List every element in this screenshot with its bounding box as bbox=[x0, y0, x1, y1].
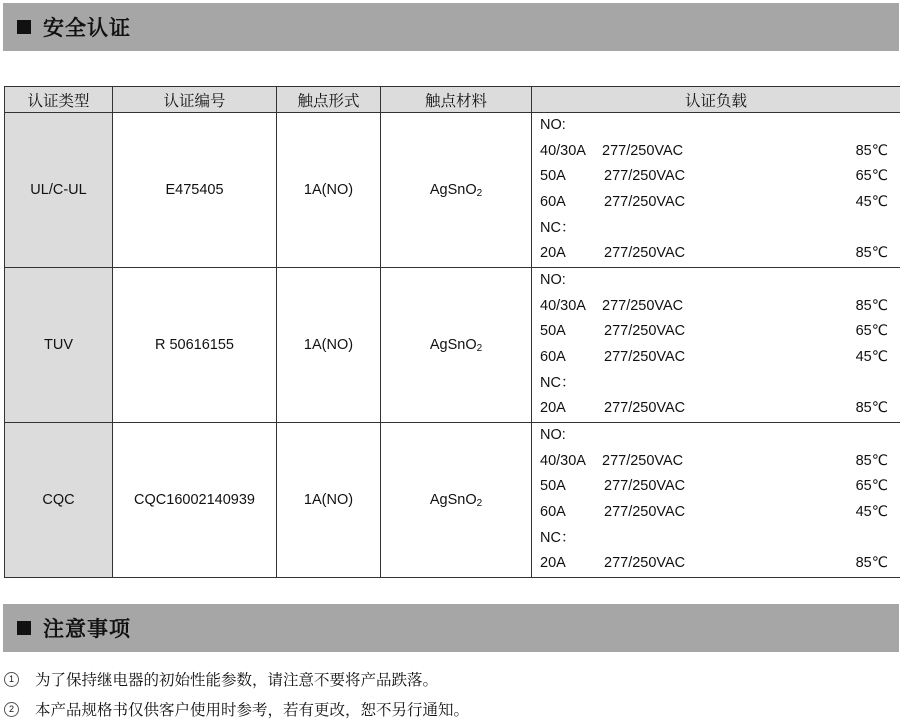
load-temperature: 85℃ bbox=[856, 551, 888, 577]
square-bullet-icon bbox=[17, 20, 31, 34]
load-line bbox=[532, 113, 900, 139]
table-header-row bbox=[5, 87, 900, 113]
load-line bbox=[532, 319, 900, 345]
cert-type-cell: TUV bbox=[5, 268, 113, 423]
load-line bbox=[532, 449, 900, 475]
load-line bbox=[532, 551, 900, 577]
load-line bbox=[532, 526, 900, 552]
load-line bbox=[532, 294, 900, 320]
load-voltage: 277/250VAC bbox=[602, 449, 683, 475]
cert-load-cell bbox=[532, 268, 900, 423]
load-line bbox=[532, 500, 900, 526]
load-current: 60A bbox=[540, 190, 566, 216]
load-voltage: 277/250VAC bbox=[604, 474, 685, 500]
load-temperature: 85℃ bbox=[856, 294, 888, 320]
load-current: NO: bbox=[540, 268, 566, 294]
load-line bbox=[532, 396, 900, 422]
contact-form-cell: 1A(NO) bbox=[277, 268, 381, 423]
column-header: 认证负载 bbox=[532, 87, 900, 113]
load-temperature: 65℃ bbox=[856, 319, 888, 345]
load-current: 40/30A bbox=[540, 294, 586, 320]
load-temperature: 45℃ bbox=[856, 190, 888, 216]
contact-material-cell bbox=[381, 113, 532, 268]
load-current: 20A bbox=[540, 551, 566, 577]
load-current: NC： bbox=[540, 526, 575, 552]
load-current: 20A bbox=[540, 241, 566, 267]
load-voltage: 277/250VAC bbox=[604, 241, 685, 267]
load-current: 60A bbox=[540, 345, 566, 371]
note-text: 本产品规格书仅供客户使用时参考，若有更改，恕不另行通知。 bbox=[35, 698, 469, 720]
notes-header bbox=[3, 604, 899, 652]
contact-form-cell: 1A(NO) bbox=[277, 113, 381, 268]
column-header: 认证编号 bbox=[113, 87, 277, 113]
material-subscript: 2 bbox=[477, 343, 483, 354]
column-header: 认证类型 bbox=[5, 87, 113, 113]
column-header: 触点形式 bbox=[277, 87, 381, 113]
cert-type-cell: UL/C-UL bbox=[5, 113, 113, 268]
circled-number: 2 bbox=[4, 702, 19, 717]
load-line bbox=[532, 139, 900, 165]
contact-material-cell bbox=[381, 423, 532, 578]
cert-load-cell bbox=[532, 423, 900, 578]
load-line bbox=[532, 371, 900, 397]
table-row bbox=[5, 268, 900, 423]
load-temperature: 85℃ bbox=[856, 449, 888, 475]
note-text: 为了保持继电器的初始性能参数，请注意不要将产品跌落。 bbox=[35, 668, 438, 690]
load-current: 40/30A bbox=[540, 139, 586, 165]
load-line bbox=[532, 474, 900, 500]
material-text: AgSnO bbox=[430, 182, 477, 198]
table-row bbox=[5, 113, 900, 268]
load-line bbox=[532, 241, 900, 267]
load-current: 50A bbox=[540, 319, 566, 345]
load-current: 40/30A bbox=[540, 449, 586, 475]
safety-certification-header bbox=[3, 3, 899, 51]
load-line bbox=[532, 345, 900, 371]
table-row bbox=[5, 423, 900, 578]
circled-number: 1 bbox=[4, 672, 19, 687]
load-temperature: 45℃ bbox=[856, 500, 888, 526]
load-line bbox=[532, 423, 900, 449]
load-voltage: 277/250VAC bbox=[604, 551, 685, 577]
load-temperature: 45℃ bbox=[856, 345, 888, 371]
material-text: AgSnO bbox=[430, 337, 477, 353]
material-text: AgSnO bbox=[430, 492, 477, 508]
load-voltage: 277/250VAC bbox=[602, 294, 683, 320]
contact-material-cell bbox=[381, 268, 532, 423]
section-title: 安全认证 bbox=[43, 12, 131, 42]
load-current: 50A bbox=[540, 474, 566, 500]
cert-type-cell: CQC bbox=[5, 423, 113, 578]
cert-number-cell: CQC16002140939 bbox=[113, 423, 277, 578]
load-current: NO: bbox=[540, 423, 566, 449]
load-line bbox=[532, 268, 900, 294]
material-subscript: 2 bbox=[477, 188, 483, 199]
load-line bbox=[532, 216, 900, 242]
load-current: 50A bbox=[540, 164, 566, 190]
load-voltage: 277/250VAC bbox=[604, 319, 685, 345]
load-voltage: 277/250VAC bbox=[604, 345, 685, 371]
load-current: 60A bbox=[540, 500, 566, 526]
load-temperature: 85℃ bbox=[856, 241, 888, 267]
load-temperature: 65℃ bbox=[856, 164, 888, 190]
load-temperature: 85℃ bbox=[856, 139, 888, 165]
load-voltage: 277/250VAC bbox=[604, 164, 685, 190]
load-voltage: 277/250VAC bbox=[604, 396, 685, 422]
cert-load-cell bbox=[532, 113, 900, 268]
load-voltage: 277/250VAC bbox=[604, 190, 685, 216]
cert-number-cell: E475405 bbox=[113, 113, 277, 268]
certification-table bbox=[4, 86, 900, 578]
load-line bbox=[532, 164, 900, 190]
load-current: NC： bbox=[540, 371, 575, 397]
load-temperature: 85℃ bbox=[856, 396, 888, 422]
section-title: 注意事项 bbox=[43, 613, 131, 643]
note-item bbox=[4, 698, 469, 720]
load-voltage: 277/250VAC bbox=[604, 500, 685, 526]
note-item bbox=[4, 668, 438, 690]
square-bullet-icon bbox=[17, 621, 31, 635]
material-subscript: 2 bbox=[477, 498, 483, 509]
contact-form-cell: 1A(NO) bbox=[277, 423, 381, 578]
load-voltage: 277/250VAC bbox=[602, 139, 683, 165]
load-current: NC： bbox=[540, 216, 575, 242]
load-current: 20A bbox=[540, 396, 566, 422]
load-line bbox=[532, 190, 900, 216]
load-current: NO: bbox=[540, 113, 566, 139]
cert-number-cell: R 50616155 bbox=[113, 268, 277, 423]
load-temperature: 65℃ bbox=[856, 474, 888, 500]
column-header: 触点材料 bbox=[381, 87, 532, 113]
